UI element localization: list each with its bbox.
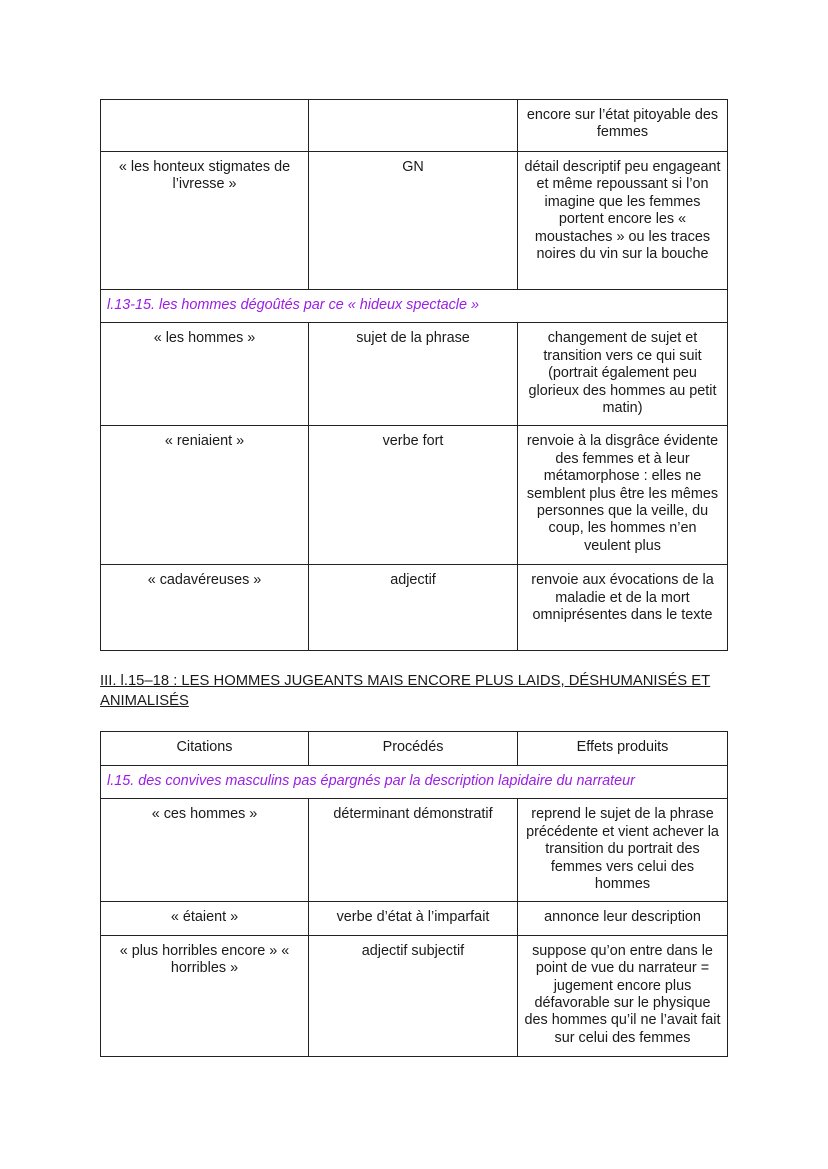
effet-cell: suppose qu’on entre dans le point de vue du narrateur = jugement encore plus défavorable sur le physique des hommes qu’il ne l’avait fait sur celui des femmes: [518, 935, 728, 1056]
column-header-effets: Effets produits: [518, 732, 728, 766]
citation-cell: « étaient »: [101, 902, 309, 935]
procede-cell: déterminant démonstratif: [309, 799, 518, 902]
table-row: [101, 152, 728, 290]
citation-cell: « les honteux stigmates de l’ivresse »: [101, 152, 309, 290]
table-row: [101, 323, 728, 426]
effet-cell: détail descriptif peu engageant et même repoussant si l’on imagine que les femmes portent encore les « moustaches » ou les traces noires du vin sur la bouche: [518, 152, 728, 290]
citation-cell: « plus horribles encore » « horribles »: [101, 935, 309, 1056]
citation-cell: « les hommes »: [101, 323, 309, 426]
effet-cell: changement de sujet et transition vers ce qui suit (portrait également peu glorieux des hommes au petit matin): [518, 323, 728, 426]
procede-cell: adjectif subjectif: [309, 935, 518, 1056]
procede-cell: sujet de la phrase: [309, 323, 518, 426]
header-row: [101, 732, 728, 766]
citation-cell: « reniaient »: [101, 426, 309, 565]
effet-cell: reprend le sujet de la phrase précédente et vient achever la transition du portrait des femmes vers celui des hommes: [518, 799, 728, 902]
column-header-citations: Citations: [101, 732, 309, 766]
procede-cell: GN: [309, 152, 518, 290]
table-row: [101, 902, 728, 935]
section-heading: III. l.15–18 : LES HOMMES JUGEANTS MAIS ENCORE PLUS LAIDS, DÉSHUMANISÉS ET ANIMALISÉS: [100, 673, 711, 709]
subsection-heading: l.13-15. les hommes dégoûtés par ce « hideux spectacle »: [101, 290, 728, 323]
table-row: [101, 426, 728, 565]
effet-cell: annonce leur description: [518, 902, 728, 935]
table-row: [101, 935, 728, 1056]
citation-cell: « cadavéreuses »: [101, 565, 309, 651]
column-header-procedes: Procédés: [309, 732, 518, 766]
procede-cell: [309, 100, 518, 152]
effet-cell: encore sur l’état pitoyable des femmes: [518, 100, 728, 152]
citation-cell: [101, 100, 309, 152]
subheading-row: [101, 290, 728, 323]
analysis-table-continued: [100, 99, 728, 651]
table-row: [101, 799, 728, 902]
procede-cell: verbe fort: [309, 426, 518, 565]
table-row: [101, 565, 728, 651]
table-row: [101, 100, 728, 152]
procede-cell: verbe d’état à l’imparfait: [309, 902, 518, 935]
subheading-row: [101, 766, 728, 799]
procede-cell: adjectif: [309, 565, 518, 651]
analysis-table-section-3: [100, 731, 728, 1057]
citation-cell: « ces hommes »: [101, 799, 309, 902]
effet-cell: renvoie aux évocations de la maladie et de la mort omniprésentes dans le texte: [518, 565, 728, 651]
subsection-heading: l.15. des convives masculins pas épargnés par la description lapidaire du narrateur: [101, 766, 728, 799]
effet-cell: renvoie à la disgrâce évidente des femmes et à leur métamorphose : elles ne semblent plus être les mêmes personnes que la veille, du coup, les hommes n’en veulent plus: [518, 426, 728, 565]
